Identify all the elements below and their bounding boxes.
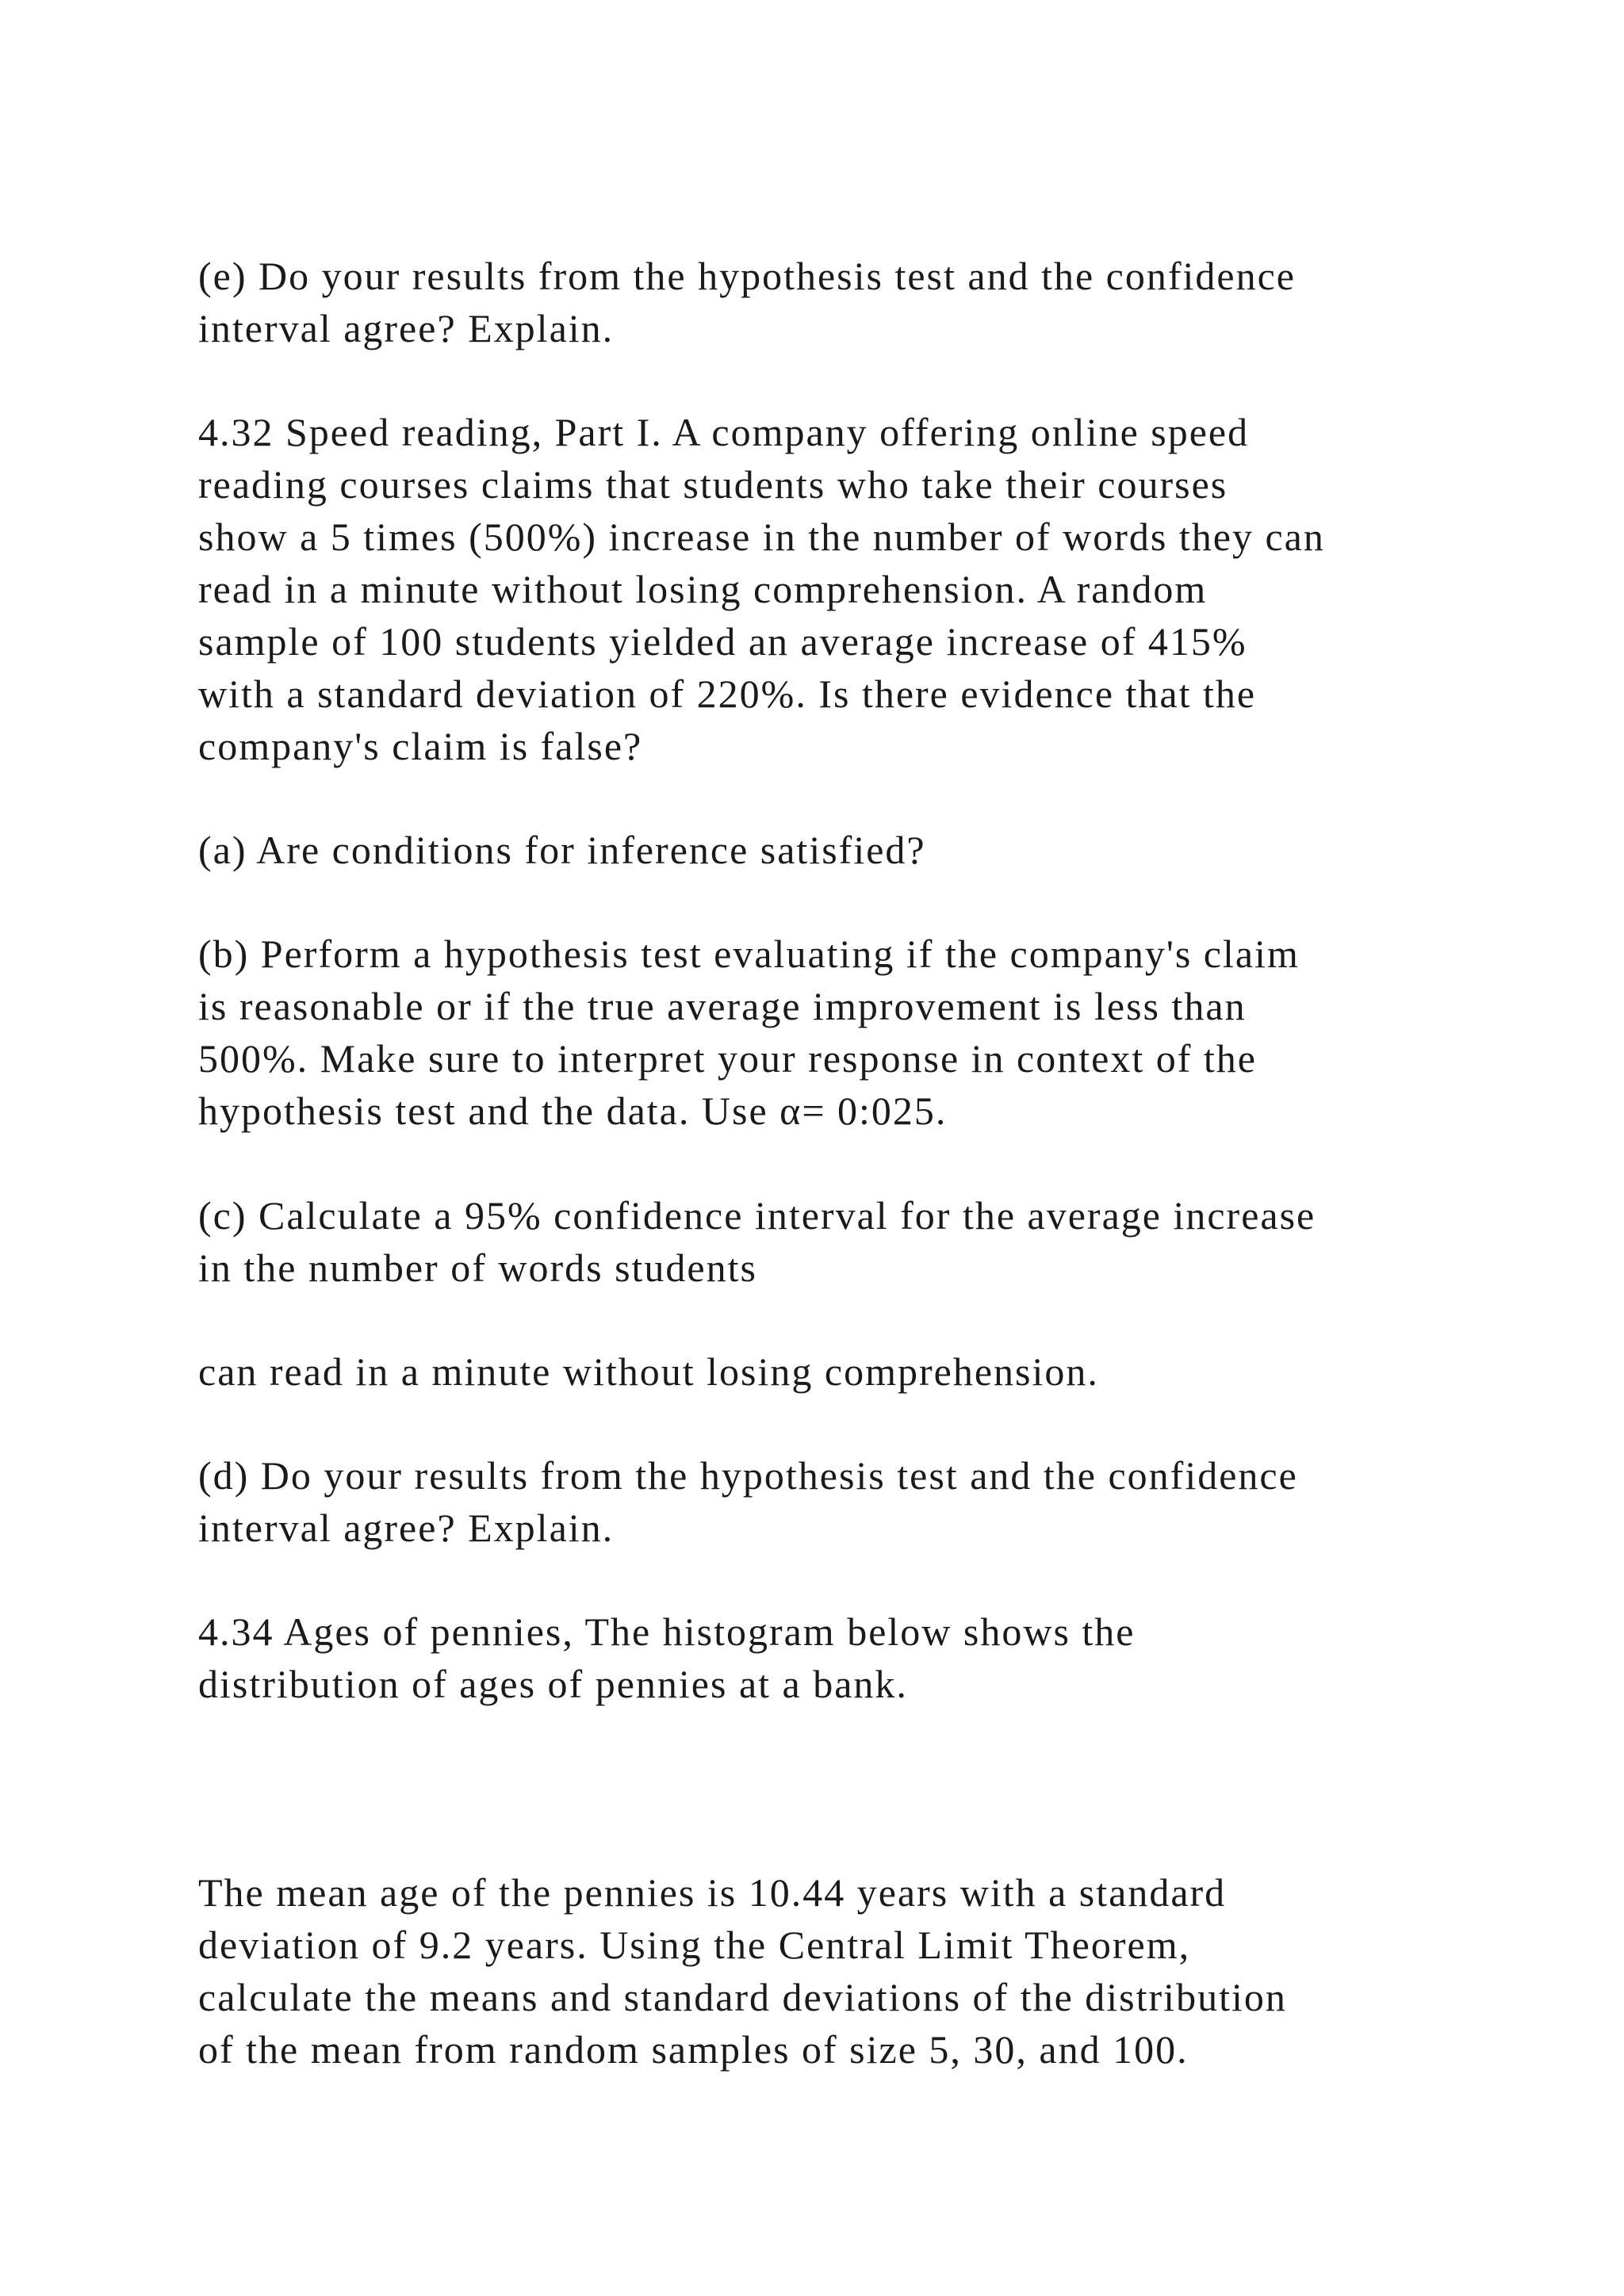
text-line: hypothesis test and the data. Use α= 0:025. bbox=[198, 1089, 948, 1133]
text-line: with a standard deviation of 220%. Is there evidence that the bbox=[198, 672, 1257, 716]
text-line: (d) Do your results from the hypothesis test and the confidence bbox=[198, 1453, 1298, 1498]
text-line: is reasonable or if the true average improvement is less than bbox=[198, 984, 1247, 1028]
text-line: distribution of ages of pennies at a bank. bbox=[198, 1662, 908, 1706]
text-line: (a) Are conditions for inference satisfied? bbox=[198, 828, 926, 872]
text-line: show a 5 times (500%) increase in the number of words they can bbox=[198, 515, 1325, 559]
text-line: read in a minute without losing comprehension. A random bbox=[198, 567, 1208, 611]
text-line: (c) Calculate a 95% confidence interval for the average increase bbox=[198, 1193, 1316, 1238]
text-line: The mean age of the pennies is 10.44 years with a standard bbox=[198, 1870, 1227, 1915]
text-line: 4.34 Ages of pennies, The histogram below shows the bbox=[198, 1609, 1136, 1654]
text-line: can read in a minute without losing comprehension. bbox=[198, 1349, 1099, 1394]
text-line: deviation of 9.2 years. Using the Central Limit Theorem, bbox=[198, 1923, 1191, 1967]
text-line: calculate the means and standard deviations of the distribution bbox=[198, 1975, 1287, 2019]
text-line: reading courses claims that students who take their courses bbox=[198, 462, 1228, 507]
text-line: of the mean from random samples of size 5, 30, and 100. bbox=[198, 2027, 1189, 2072]
text-line: in the number of words students bbox=[198, 1246, 757, 1290]
text-line: (b) Perform a hypothesis test evaluating if the company's claim bbox=[198, 932, 1300, 976]
text-line: company's claim is false? bbox=[198, 724, 643, 768]
text-line: interval agree? Explain. bbox=[198, 1506, 615, 1550]
text-line: (e) Do your results from the hypothesis test and the confidence bbox=[198, 254, 1296, 298]
text-line: interval agree? Explain. bbox=[198, 306, 615, 350]
text-line: 500%. Make sure to interpret your response in context of the bbox=[198, 1036, 1257, 1081]
text-line: 4.32 Speed reading, Part I. A company offering online speed bbox=[198, 410, 1250, 454]
text-line: sample of 100 students yielded an average increase of 415% bbox=[198, 619, 1247, 664]
